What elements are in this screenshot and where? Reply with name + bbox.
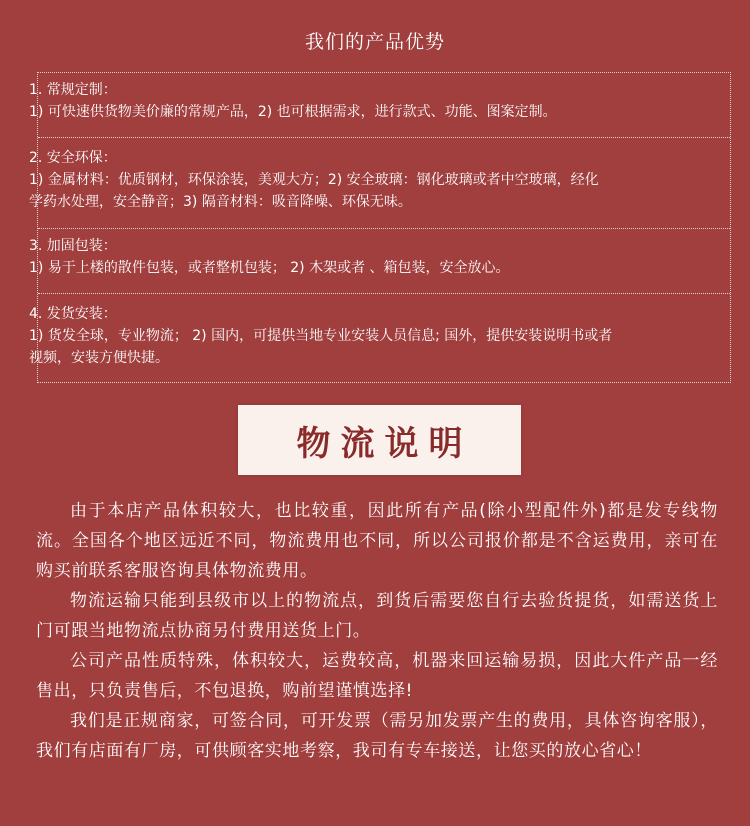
logistics-paragraph: 由于本店产品体积较大，也比较重，因此所有产品(除小型配件外)都是发专线物流。全国各个地区远近不同，物流费用也不同，所以公司报价都是不含运费用，亲可在购买前联系客服咨询具体物流费用。 bbox=[36, 501, 718, 581]
logistics-banner bbox=[238, 405, 521, 475]
advantage-item-line: 视频，安装方便快捷。 bbox=[29, 350, 169, 366]
logistics-paragraph: 公司产品性质特殊，体积较大，运费较高，机器来回运输易损，因此大件产品一经售出，只负责售后，不包退换，购前望谨慎选择! bbox=[36, 651, 718, 701]
logistics-title: 物流说明 bbox=[296, 423, 473, 464]
divider bbox=[38, 293, 730, 294]
advantage-item-line: 1) 可快速供货物美价廉的常规产品，2) 也可根据需求，进行款式、功能、图案定制。 bbox=[29, 104, 557, 120]
advantage-item-line: 1) 货发全球，专业物流； 2) 国内，可提供当地专业安装人员信息; 国外，提供安装说明书或者 bbox=[29, 328, 613, 344]
divider bbox=[38, 137, 730, 138]
logistics-paragraph: 我们是正规商家，可签合同，可开发票（需另加发票产生的费用，具体咨询客服），我们有店面有厂房，可供顾客实地考察，我司有专车接送，让您买的放心省心！ bbox=[36, 711, 718, 761]
advantages-box bbox=[29, 72, 731, 383]
logistics-description bbox=[36, 496, 718, 766]
advantage-item-title: 4. 发货安装： bbox=[29, 306, 117, 322]
divider bbox=[38, 228, 730, 229]
advantage-item-title: 2. 安全环保： bbox=[29, 150, 117, 166]
advantage-item-title: 1. 常规定制： bbox=[29, 82, 117, 98]
advantage-item-title: 3. 加固包装： bbox=[29, 238, 117, 254]
advantage-item-custom bbox=[29, 79, 721, 123]
advantage-item-line: 1) 易于上楼的散件包装，或者整机包装； 2) 木架或者 、箱包装，安全放心。 bbox=[29, 260, 510, 276]
advantages-title: 我们的产品优势 bbox=[304, 31, 445, 53]
advantage-item-line: 1) 金属材料：优质钢材，环保涂装，美观大方；2) 安全玻璃：钢化玻璃或者中空玻璃，经化 bbox=[29, 172, 599, 188]
logistics-paragraph: 物流运输只能到县级市以上的物流点，到货后需要您自行去验货提货，如需送货上门可跟当地物流点协商另付费用送货上门。 bbox=[36, 591, 718, 641]
advantage-item-eco bbox=[29, 147, 721, 213]
advantage-item-packaging bbox=[29, 235, 721, 279]
advantage-item-shipping bbox=[29, 303, 721, 369]
advantage-item-line: 学药水处理，安全静音；3) 隔音材料：吸音降噪、环保无味。 bbox=[29, 194, 412, 210]
